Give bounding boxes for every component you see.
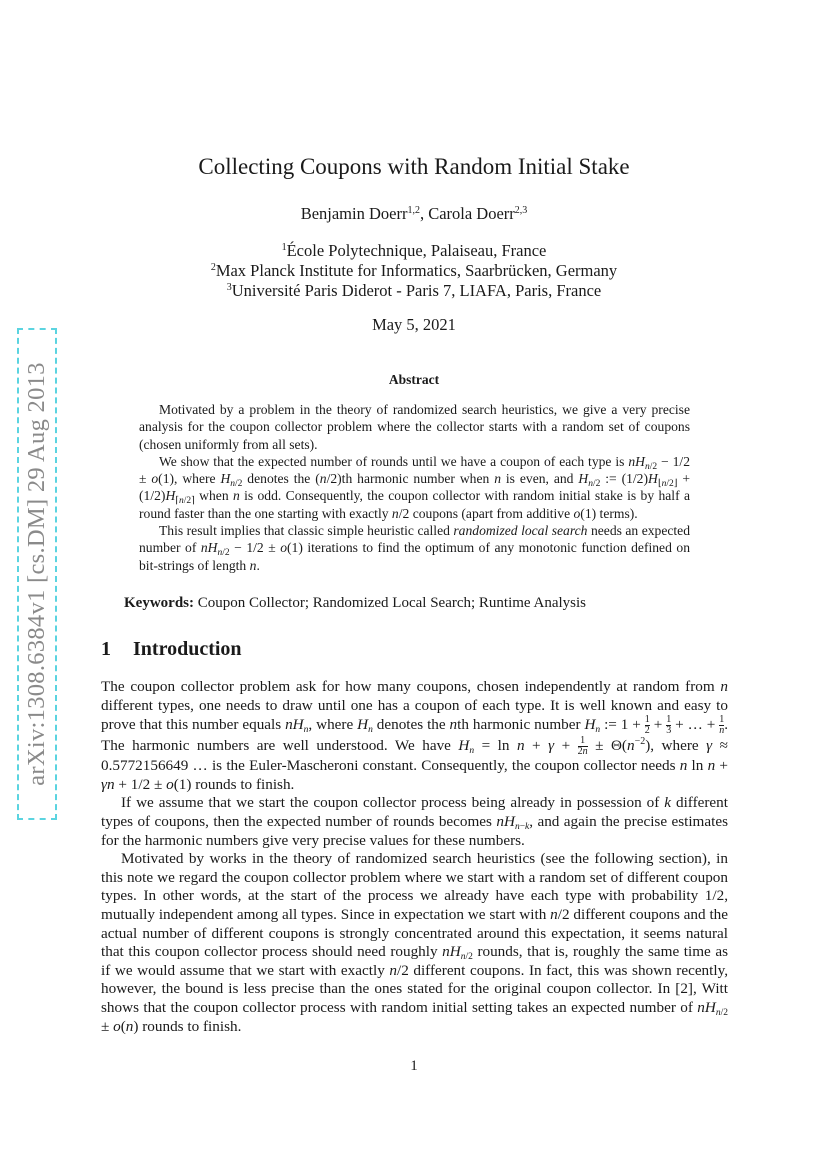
affiliation-1: $^1$École Polytechnique, Palaiseau, France — [281, 241, 547, 260]
author-1-affil: 1,2 — [407, 205, 420, 216]
section-number: 1 — [101, 638, 111, 660]
affiliation-3: $^3$Université Paris Diderot - Paris 7, LIAFA, Paris, France — [226, 281, 602, 300]
introduction-body — [101, 678, 728, 1036]
author-1: Benjamin Doerr — [300, 204, 408, 223]
keywords-label: Keywords: — [124, 595, 194, 611]
paper-title: Collecting Coupons with Random Initial Stake — [198, 154, 630, 179]
keywords-text: Coupon Collector; Randomized Local Search; Runtime Analysis — [194, 595, 587, 611]
affiliation-2: $^2$Max Planck Institute for Informatics, Saarbrücken, Germany — [210, 261, 618, 280]
abstract-paragraph-3: This result implies that classic simple heuristic called randomized local search needs an expected number of $nH_{n/2} - 1/2 \pm o(1)$ iterations to find the optimum of any monotonic function defined on bit-strings of length n. — [139, 523, 690, 573]
intro-paragraph-2: If we assume that we start the coupon collector process being already in possession of k different types of coupons, then the expected number of rounds becomes $nH_{n-k}$, and again the precise estimates for the harmonic numbers give very precise values for these numbers. — [101, 794, 728, 849]
abstract — [139, 401, 690, 574]
abstract-paragraph-2: We show that the expected number of rounds until we have a coupon of each type is $nH_{n/2} - 1/2 \pm o(1)$, where $H_{n/2}$ denotes the (n/2)th harmonic number when n is even, and $H_{n/2}$ := $(1/2)H_{⌊n/2⌋} + (1/2)H_{⌈n/2⌉}$ when n is odd. Consequently, the coupon collector with random initial stake is by half a round faster than the one starting with exactly n/2 coupons (apart from additive o(1) terms). — [139, 453, 690, 521]
author-2-affil: 2,3 — [514, 205, 528, 216]
authors: Benjamin Doerr$^{1,2}$, Carola Doerr$^{2,3}$ — [300, 204, 528, 223]
intro-paragraph-3: Motivated by works in the theory of randomized search heuristics (see the following section), in this note we regard the coupon collector problem where we start with a random set of different coupon types. In other words, at the start of the process we already have each type with probability 1/2, mutually independent among all types. Since in expectation we start with n/2 different coupons and the actual number of different coupons is strongly concentrated around this expectation, it seems natural that this coupon collector process should need roughly $nH_{n/2}$ rounds, that is, roughly the same time as if we would assume that we start with exactly n/2 different coupons. In fact, this was shown recently, however, the bound is less precise than the ones stated for the original coupon collector. In [2], Witt shows that the coupon collector process with random initial setting takes an expected number of $nH_{n/2} \pm o(n)$ rounds to finish. — [101, 850, 728, 1035]
section-heading — [101, 638, 242, 661]
abstract-heading: Abstract — [388, 372, 440, 387]
intro-paragraph-1: The coupon collector problem ask for how many coupons, chosen independently at random from n different types, one needs to draw until one has a coupon of each type. It is well known and easy to prove that this number equals $nH_n$, where $H_n$ denotes the nth harmonic number $H_n$ := 1 + $\frac{1}{2}$ + $\frac{1}{3}$ + … + $\frac{1}{n}$ . The harmonic numbers are well understood. We have $H_n = \ln n + \gamma$ + $\frac{1}{2n}$ ± $\Theta(n^{-2})$, where γ ≈ 0.5772156649 … is the Euler-Mascheroni constant. Consequently, the coupon collector needs n ln n + γn + 1/2 ± o(1) rounds to finish. — [101, 678, 728, 793]
page-number: 1 — [410, 1058, 418, 1074]
abstract-paragraph-1: Motivated by a problem in the theory of randomized search heuristics, we give a very precise analysis for the coupon collector problem where the collector starts with a random set of coupons (chosen uniformly from all sets). — [139, 402, 690, 452]
keywords — [124, 595, 586, 612]
date: May 5, 2021 — [372, 315, 456, 334]
section-title: Introduction — [133, 638, 242, 660]
arxiv-stamp — [17, 328, 57, 820]
arxiv-stamp-text: arXiv:1308.6384v1 [cs.DM] 29 Aug 2013 — [23, 362, 50, 786]
author-2: Carola Doerr — [428, 204, 515, 223]
